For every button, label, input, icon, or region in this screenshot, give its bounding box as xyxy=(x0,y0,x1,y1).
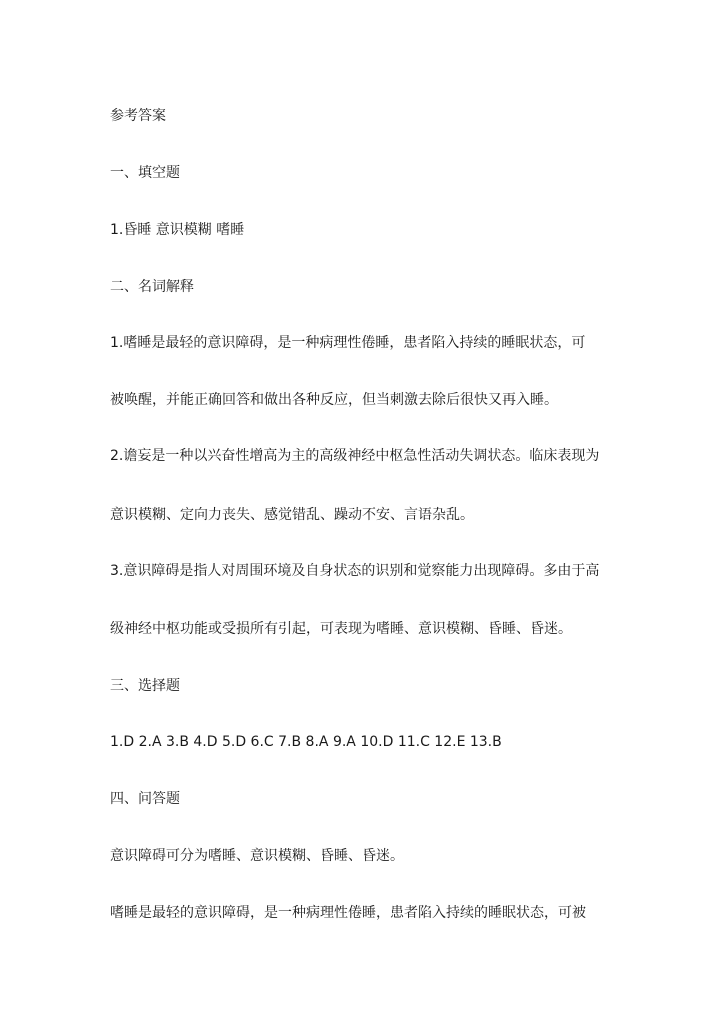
section-heading-fill-in: 一、填空题 xyxy=(110,165,180,181)
section-heading-definitions: 二、名词解释 xyxy=(110,279,194,295)
section-heading-questions: 四、问答题 xyxy=(110,791,180,807)
question-answer-line: 嗜睡是最轻的意识障碍，是一种病理性倦睡，患者陷入持续的睡眠状态，可被 xyxy=(110,905,586,921)
multiple-choice-answers: 1.D 2.A 3.B 4.D 5.D 6.C 7.B 8.A 9.A 10.D 11.C 12.E 13.B xyxy=(110,734,502,750)
document-title: 参考答案 xyxy=(110,108,166,124)
definition-line: 2.谵妄是一种以兴奋性增高为主的高级神经中枢急性活动失调状态。临床表现为 xyxy=(110,448,600,464)
definition-line: 3.意识障碍是指人对周围环境及自身状态的识别和觉察能力出现障碍。多由于高 xyxy=(110,563,600,579)
definition-line: 被唤醒，并能正确回答和做出各种反应，但当刺激去除后很快又再入睡。 xyxy=(110,392,558,408)
fill-in-answer-line: 1.昏睡 意识模糊 嗜睡 xyxy=(110,222,245,238)
section-heading-multiple-choice: 三、选择题 xyxy=(110,678,180,694)
definition-line: 级神经中枢功能或受损所有引起，可表现为嗜睡、意识模糊、昏睡、昏迷。 xyxy=(110,621,572,637)
definition-line: 意识模糊、定向力丧失、感觉错乱、躁动不安、言语杂乱。 xyxy=(110,507,474,523)
question-answer-line: 意识障碍可分为嗜睡、意识模糊、昏睡、昏迷。 xyxy=(110,848,404,864)
definition-line: 1.嗜睡是最轻的意识障碍，是一种病理性倦睡，患者陷入持续的睡眠状态，可 xyxy=(110,335,586,351)
